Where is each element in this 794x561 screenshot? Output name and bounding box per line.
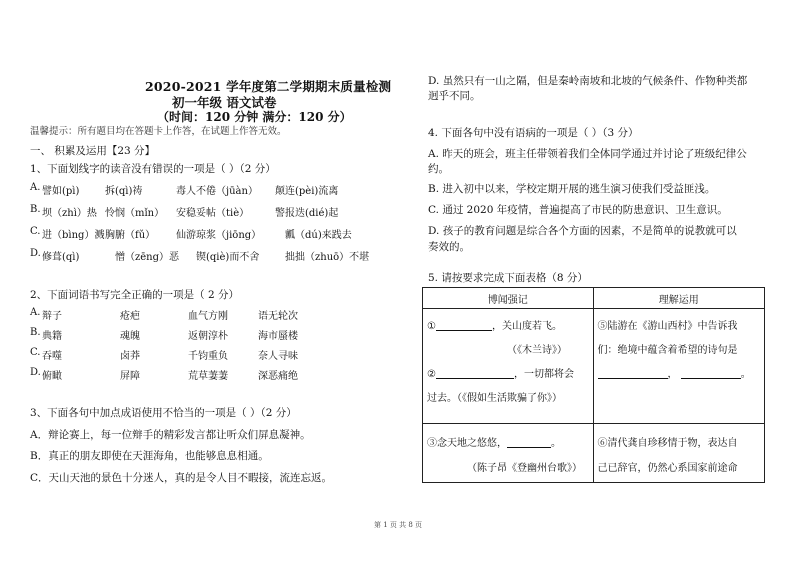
q3-option-b: B．真正的朋友即使在天涯海角，也能够息息相通。 [30, 450, 269, 462]
q1-b-item-2: 怜悯（mǐn） [105, 208, 165, 219]
q1-c-item-1: 进（bìng）溅 [42, 230, 105, 241]
q4-option-c: C. 通过 2020 年疫情，普遍提高了市民的防患意识、卫生意识。 [428, 204, 728, 216]
apply-line-3 [598, 365, 751, 380]
q2-c-item-4: 奈人寻味 [258, 351, 298, 362]
q2-a-item-2: 疮疤 [120, 311, 140, 322]
answer-blank-2[interactable] [436, 368, 514, 379]
q2-c-item-2: 卤莽 [120, 351, 140, 362]
answer-blank-5b[interactable] [681, 368, 741, 379]
apply-line-1: ⑤陆游在《游山西村》中告诉我 [597, 321, 738, 332]
comma: ， [667, 369, 678, 380]
q3-option-a: A．辩论赛上，每一位辩手的精彩发言都让听众们屏息凝神。 [30, 429, 311, 441]
recall-source-1: （《木兰诗》） [507, 345, 567, 356]
q2-a-item-3: 血气方刚 [188, 311, 228, 322]
exam-title: 2020-2021 学年度第二学期期末质量检测 [145, 79, 392, 94]
q3-option-d-line2: 迥乎不同。 [428, 90, 481, 102]
q1-c-item-3: 仙游琼浆（jiōng） [176, 230, 262, 241]
q2-option-c: C. [30, 347, 41, 358]
q3-option-d-line1: D. 虽然只有一山之隔，但是秦岭南坡和北坡的气候条件、作物种类都 [428, 75, 748, 87]
table-cell-recall-3 [423, 424, 594, 483]
q2-option-a: A. [30, 307, 41, 318]
q1-d-item-3: 锲(qiè)而不舍 [196, 252, 260, 263]
q1-b-item-4: 警报迭(dié)起 [275, 208, 339, 219]
section-title: 一、 积累及运用【23 分】 [30, 145, 156, 157]
q2-d-item-2: 屏障 [120, 371, 140, 382]
q1-c-item-4: 瓤（dú)来践去 [285, 230, 352, 241]
table-header-right: 理解运用 [593, 288, 765, 309]
q4-option-d-line2: 奏效的。 [428, 241, 470, 253]
q1-d-item-2: 憎（zēng）恶 [115, 252, 180, 263]
q2-option-b: B. [30, 327, 41, 338]
q2-b-item-3: 返朝淳朴 [188, 331, 228, 342]
table-cell-apply-2 [593, 424, 765, 483]
q1-b-item-1: 坝（zhì）热 [42, 208, 97, 219]
recall-line-2 [427, 365, 574, 380]
apply-line-4: ⑥清代龚自珍移情于物，表达自 [597, 438, 738, 449]
q2-b-item-2: 魂魄 [120, 331, 140, 342]
q2-c-item-3: 千钧重负 [188, 351, 228, 362]
recall-line-1 [427, 317, 562, 332]
circled-number: ② [427, 369, 436, 380]
exam-notice: 温馨提示：所有题目均在答题卡上作答，在试题上作答无效。 [30, 126, 287, 137]
q3-option-c: C．天山天池的景色十分迷人，真的是令人目不暇接，流连忘返。 [30, 472, 333, 484]
question-2-stem: 2、下面词语书写完全正确的一项是（ 2 分） [30, 289, 240, 301]
table-cell-apply-1 [593, 309, 765, 424]
q2-c-item-1: 吞噬 [42, 351, 62, 362]
answer-blank-1[interactable] [436, 320, 492, 331]
q1-c-item-2: 胸腑（fǔ） [105, 230, 156, 241]
q1-option-b: B. [30, 204, 41, 215]
question-1-stem: 1、下面划线字的读音没有错误的一项是（ ）（2 分） [30, 163, 276, 175]
answer-blank-5a[interactable] [598, 368, 668, 379]
exam-subtitle: 初一年级 语文试卷 [172, 95, 277, 110]
exam-time-score: （时间：120 分钟 满分：120 分） [157, 110, 352, 124]
recall-line-2-tail: ，一切都将会 [513, 369, 574, 380]
apply-line-2: 们：绝境中蕴含着希望的诗句是 [597, 345, 738, 356]
recall-line-3: ③念天地之悠悠， 。 [427, 438, 561, 449]
poetry-table [422, 287, 765, 483]
q1-option-c: C. [30, 226, 41, 237]
q1-a-item-2: 拆(qì)祷 [105, 186, 143, 197]
answer-blank-3[interactable] [507, 437, 551, 448]
question-5-stem: 5. 请按要求完成下面表格（8 分） [428, 272, 588, 284]
q1-d-item-4: 拙拙（zhuō）不堪 [285, 252, 370, 263]
recall-line-2-cont: 过去。（《假如生活欺骗了你》） [427, 393, 562, 404]
q2-d-item-4: 深恶痛绝 [258, 371, 298, 382]
q1-d-item-1: 修葺(qì) [42, 252, 80, 263]
q1-a-item-4: 颠连(pèi)流离 [275, 186, 339, 197]
table-cell-recall-1 [423, 309, 594, 424]
q2-a-item-4: 语无轮次 [258, 311, 298, 322]
q2-a-item-1: 辩子 [42, 311, 62, 322]
q1-b-item-3: 安稳妥帖（tiè） [176, 208, 250, 219]
table-header-left: 博闻强记 [423, 288, 594, 309]
question-3-stem: 3、下面各句中加点成语使用不恰当的一项是（ ）（2 分） [30, 407, 297, 419]
period: 。 [740, 369, 751, 380]
page-footer: 第 1 页 共 8 页 [374, 521, 423, 529]
recall-line-1-tail: ，关山度若飞。 [491, 321, 562, 332]
q1-a-item-3: 毒人不倦（jūàn） [176, 186, 258, 197]
q1-option-a [30, 182, 40, 193]
q4-option-b: B. 进入初中以来，学校定期开展的逃生演习使我们受益匪浅。 [428, 183, 716, 195]
q4-option-d-line1: D. 孩子的教育问题是综合各个方面的因素，不是简单的说教就可以 [428, 225, 737, 237]
q1-a-item-1: 譬如(pì) [42, 186, 80, 197]
q2-b-item-1: 典籍 [42, 331, 62, 342]
recall-line-3-text: ③念天地之悠悠， [427, 438, 507, 449]
q1-option-d: D. [30, 248, 41, 259]
option-letter: A. [30, 182, 41, 193]
q2-b-item-4: 海市蜃楼 [258, 331, 298, 342]
question-4-stem: 4. 下面各句中没有语病的一项是（ ）（3 分） [428, 127, 639, 139]
circled-number: ① [427, 321, 436, 332]
apply-line-5: 己已辞官，仍然心系国家前途命 [597, 463, 738, 474]
q2-d-item-3: 荒草萋萋 [188, 371, 228, 382]
q4-option-a-line2: 约。 [428, 163, 449, 175]
recall-source-3: （陈子昂《登幽州台歌》） [467, 463, 582, 474]
q4-option-a-line1: A. 昨天的班会，班主任带领着我们全体同学通过并讨论了班级纪律公 [428, 148, 747, 160]
q2-option-d: D. [30, 367, 41, 378]
q2-d-item-1: 俯瞰 [42, 371, 62, 382]
